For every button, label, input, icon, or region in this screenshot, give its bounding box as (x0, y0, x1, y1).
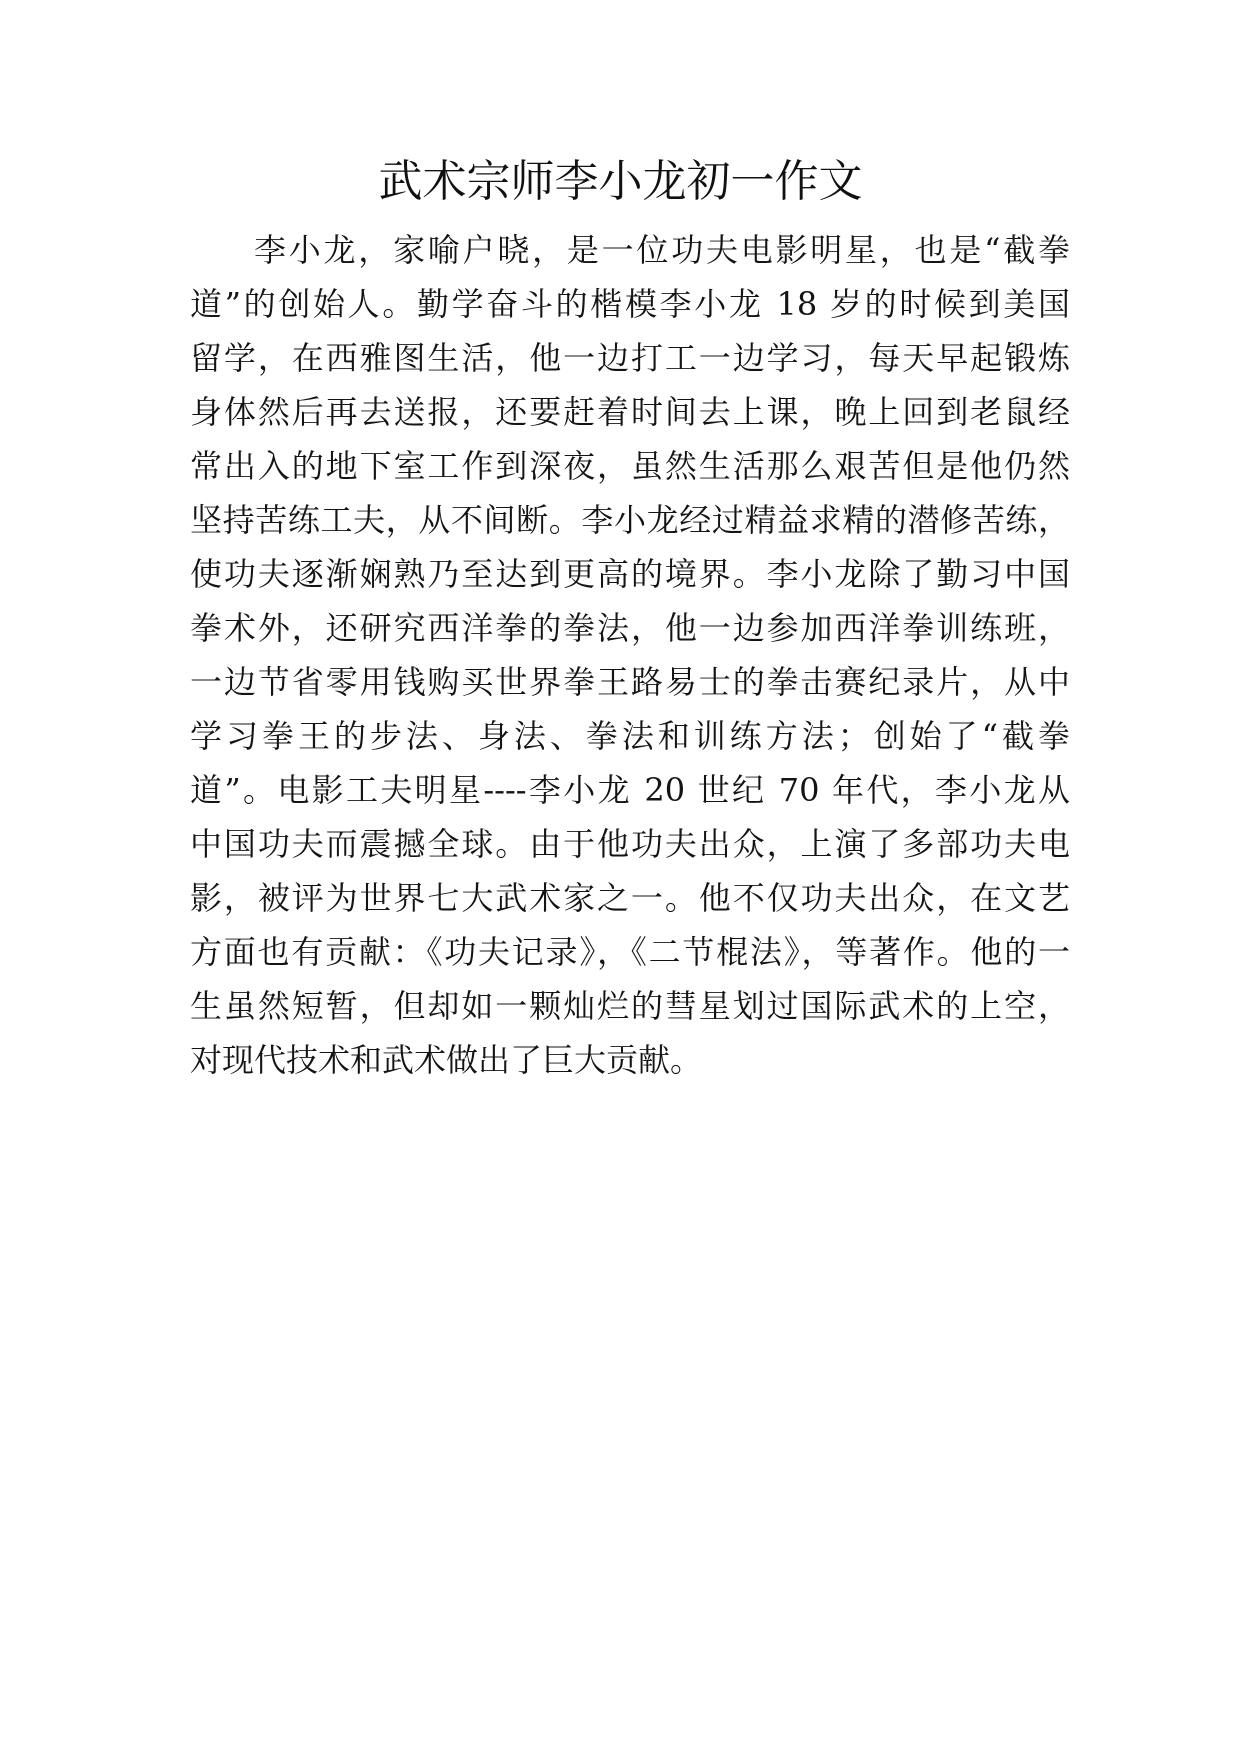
essay-line: 常出入的地下室工作到深夜，虽然生活那么艰苦但是他仍然 (190, 447, 1070, 485)
essay-line: 拳术外，还研究西洋拳的拳法，他一边参加西洋拳训练班， (190, 609, 1070, 647)
essay-line: 李小龙，家喻户晓，是一位功夫电影明星，也是“截拳 (254, 231, 1070, 269)
essay-line: 道”的创始人。勤学奋斗的楷模李小龙 18 岁的时候到美国 (190, 285, 1070, 323)
essay-line: 影，被评为世界七大武术家之一。他不仅功夫出众，在文艺 (190, 879, 1070, 917)
essay-line: 学习拳王的步法、身法、拳法和训练方法；创始了“截拳 (190, 717, 1070, 755)
essay-line: 生虽然短暂，但却如一颗灿烂的彗星划过国际武术的上空， (190, 987, 1070, 1025)
essay-line: 使功夫逐渐娴熟乃至达到更高的境界。李小龙除了勤习中国 (190, 555, 1070, 593)
document-title: 武术宗师李小龙初一作文 (378, 156, 863, 207)
essay-line: 一边节省零用钱购买世界拳王路易士的拳击赛纪录片，从中 (190, 663, 1070, 701)
essay-line: 对现代技术和武术做出了巨大贡献。 (190, 1041, 703, 1079)
essay-line: 中国功夫而震撼全球。由于他功夫出众，上演了多部功夫电 (190, 825, 1070, 863)
essay-line: 身体然后再去送报，还要赶着时间去上课，晚上回到老鼠经 (190, 393, 1070, 431)
essay-line: 方面也有贡献：《功夫记录》，《二节棍法》，等著作。他的一 (190, 933, 1070, 971)
essay-body (190, 223, 1070, 1087)
essay-line: 留学，在西雅图生活，他一边打工一边学习，每天早起锻炼 (190, 339, 1070, 377)
essay-line: 坚持苦练工夫，从不间断。李小龙经过精益求精的潜修苦练， (190, 501, 1070, 539)
essay-line: 道”。电影工夫明星----李小龙 20 世纪 70 年代，李小龙从 (190, 771, 1070, 809)
